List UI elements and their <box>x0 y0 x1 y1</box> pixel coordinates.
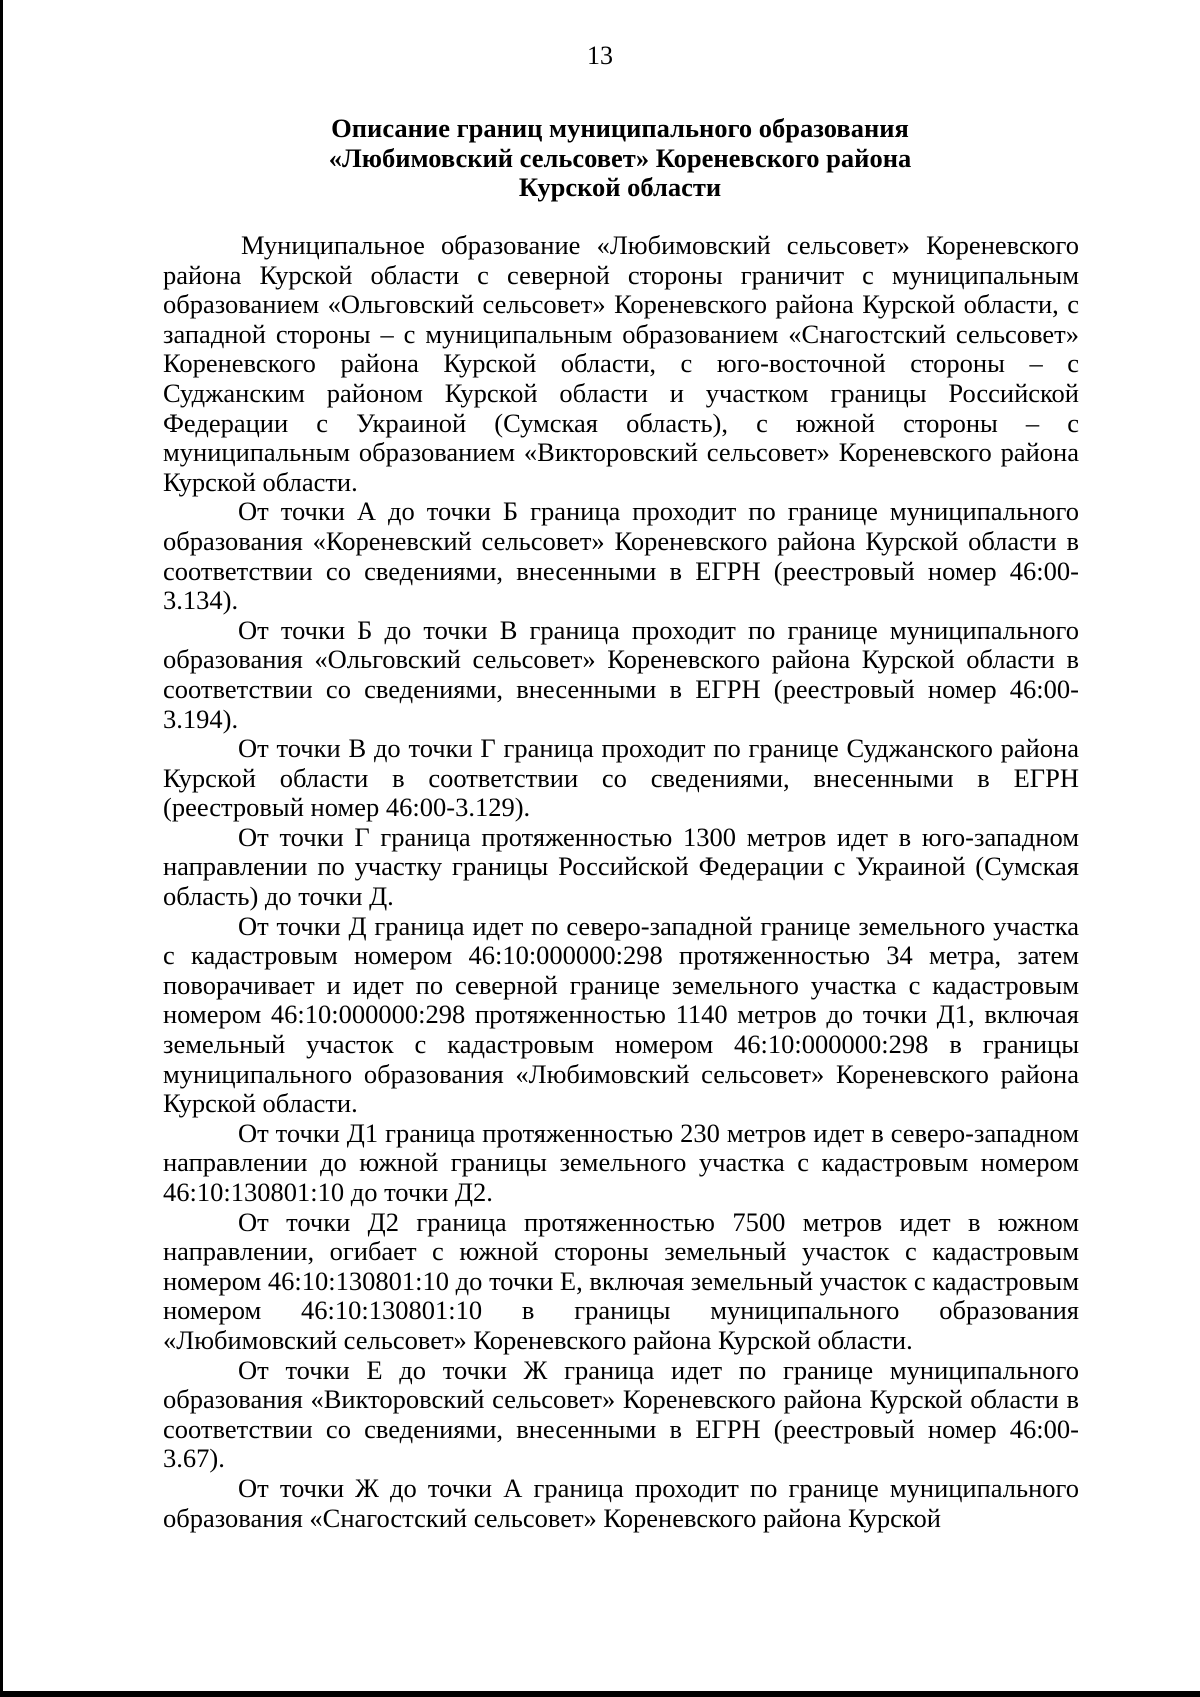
paragraph-intro: Муниципальное образование «Любимовский сельсовет» Кореневского района Курской области с северной стороны граничит с муниципальным образованием «Ольговский сельсовет» Кореневского района Курской области, с западной стороны – с муниципальным образованием «Снагостский сельсовет» Кореневского района Курской области, с юго-восточной стороны – с Суджанским районом Курской области и участком границы Российской Федерации с Украиной (Сумская область), с южной стороны – с муниципальным образованием «Викторовский сельсовет» Кореневского района Курской области. <box>163 230 1079 497</box>
scan-edge-left <box>0 0 3 1697</box>
paragraph-point-d-d1: От точки Д граница идет по северо-западной границе земельного участка с кадастровым номером 46:10:000000:298 протяженностью 34 метра, затем поворачивает и идет по северной границе земельного участка с кадастровым номером 46:10:000000:298 протяженностью 1140 метров до точки Д1, включая земельный участок с кадастровым номером 46:10:000000:298 в границы муниципального образования «Любимовский сельсовет» Кореневского района Курской области. <box>163 910 1079 1119</box>
scan-edge-bottom <box>0 1691 1200 1697</box>
title-line-3: Курской области <box>518 172 722 202</box>
title-line-1: Описание границ муниципального образования <box>331 113 909 143</box>
paragraph-point-b-v: От точки Б до точки В граница проходит по границе муниципального образования «Ольговский сельсовет» Кореневского района Курской области в соответствии со сведениями, внесенными в ЕГРН (реестровый номер 46:00-3.194). <box>163 614 1079 734</box>
paragraph-point-d1-d2: От точки Д1 граница протяженностью 230 метров идет в северо-западном направлении до южной границы земельного участка с кадастровым номером 46:10:130801:10 до точки Д2. <box>163 1117 1079 1207</box>
paragraph-point-e-zh: От точки Е до точки Ж граница идет по границе муниципального образования «Викторовский сельсовет» Кореневского района Курской области в соответствии со сведениями, внесенными в ЕГРН (реестровый номер 46:00-3.67). <box>163 1354 1079 1474</box>
paragraph-point-zh-a: От точки Ж до точки А граница проходит по границе муниципального образования «Снагостский сельсовет» Кореневского района Курской <box>163 1472 1079 1533</box>
paragraph-point-g-d: От точки Г граница протяженностью 1300 метров идет в юго-западном направлении по участку границы Российской Федерации с Украиной (Сумская область) до точки Д. <box>163 821 1079 912</box>
paragraph-point-a-b: От точки А до точки Б граница проходит по границе муниципального образования «Кореневский сельсовет» Кореневского района Курской области в соответствии со сведениями, внесенными в ЕГРН (реестровый номер 46:00-3.134). <box>163 496 1079 616</box>
document-body <box>163 231 1079 1533</box>
title-line-2: «Любимовский сельсовет» Кореневского района <box>328 142 912 173</box>
paragraph-point-d2-e: От точки Д2 граница протяженностью 7500 метров идет в южном направлении, огибает с южной стороны земельный участок с кадастровым номером 46:10:130801:10 до точки Е, включая земельный участок с кадастровым номером 46:10:130801:10 в границы муниципального образования «Любимовский сельсовет» Кореневского района Курской области. <box>163 1206 1079 1355</box>
paragraph-point-v-g: От точки В до точки Г граница проходит по границе Суджанского района Курской области в соответствии со сведениями, внесенными в ЕГРН (реестровый номер 46:00-3.129). <box>163 733 1079 823</box>
page-number: 13 <box>587 41 613 70</box>
document-title <box>160 114 1080 203</box>
